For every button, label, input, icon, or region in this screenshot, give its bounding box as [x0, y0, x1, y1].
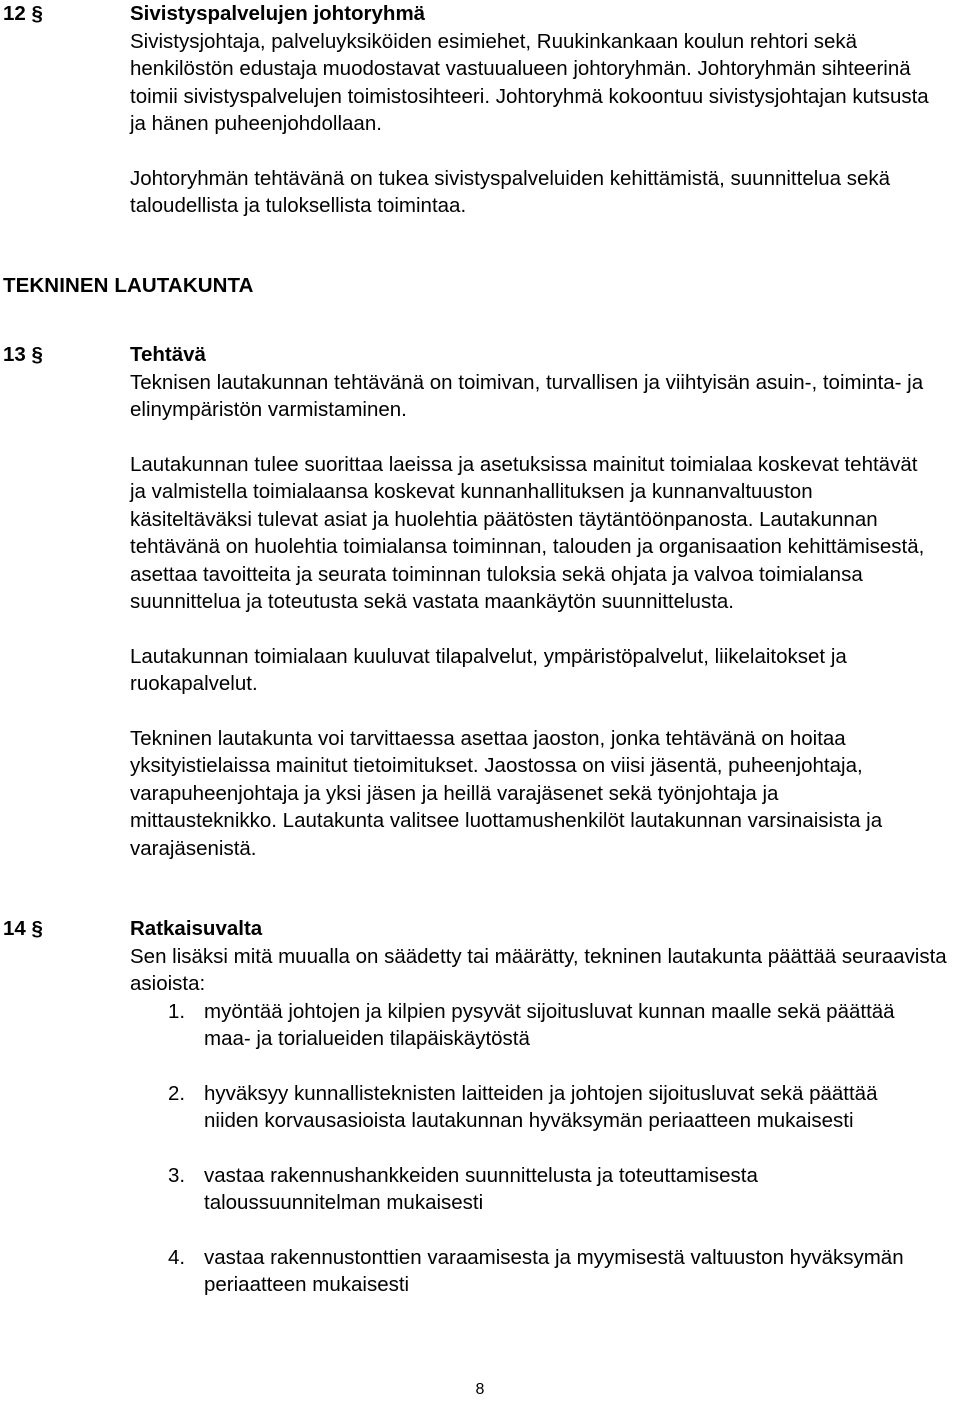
list-item-number: 2.	[168, 1081, 186, 1105]
section-number: 13 §	[3, 343, 43, 366]
list-item-text: myöntää johtojen ja kilpien pysyvät sijoitusluvat kunnan maalle sekä päättää maa- ja torialueiden tilapäiskäytöstä	[204, 999, 895, 1050]
list-item-text: hyväksyy kunnallisteknisten laitteiden ja johtojen sijoitusluvat sekä päättää niiden korvausasioista lautakunnan hyväksymän periaatteen mukaisesti	[204, 1081, 878, 1132]
section-body	[130, 0, 940, 220]
section-title: Ratkaisuvalta	[130, 917, 263, 940]
list-item	[130, 1080, 934, 1135]
list-item-number: 1.	[168, 999, 186, 1023]
list-item	[130, 1244, 934, 1299]
section-body	[130, 341, 945, 862]
paragraph: Lautakunnan toimialaan kuuluvat tilapalvelut, ympäristöpalvelut, liikelaitokset ja ruokapalvelut.	[130, 644, 847, 695]
list-item-number: 4.	[168, 1245, 186, 1269]
paragraph: Lautakunnan tulee suorittaa laeissa ja asetuksissa mainitut toimialaa koskevat tehtävät ja valmistella toimialaansa koskevat kunnanhallituksen ja kunnanvaltuuston käsiteltäväksi tulevat asiat ja huolehtia päätösten täytäntöönpanosta. Lautakunnan tehtävänä on huolehtia toimialansa toiminnan, talouden ja organisaation kehittämisestä, asettaa tavoitteita ja seurata toiminnan tuloksia sekä ohjata ja valvoa toimialansa suunnittelua ja toteutusta sekä vastata maankäytön suunnittelusta.	[130, 452, 925, 613]
list-item	[130, 1162, 934, 1217]
section-number: 12 §	[3, 2, 43, 25]
paragraph: Johtoryhmän tehtävänä on tukea sivistyspalveluiden kehittämistä, suunnittelua sekä taloudellista ja tuloksellista toimintaa.	[130, 166, 891, 217]
paragraph: Sen lisäksi mitä muualla on säädetty tai määrätty, tekninen lautakunta päättää seuraavista asioista:	[130, 944, 947, 995]
section-title: Sivistyspalvelujen johtoryhmä	[130, 2, 426, 25]
paragraph: Sivistysjohtaja, palveluyksiköiden esimiehet, Ruukinkankaan koulun rehtori sekä henkilöstön edustaja muodostavat vastuualueen johtoryhmän. Johtoryhmän sihteerinä toimii sivistyspalvelujen toimistosihteeri. Johtoryhmä kokoontuu sivistysjohtajan kutsusta ja hänen puheenjohdollaan.	[130, 29, 929, 135]
paragraph: Teknisen lautakunnan tehtävänä on toimivan, turvallisen ja viihtyisän asuin-, toiminta- ja elinympäristön varmistaminen.	[130, 370, 924, 421]
section-number: 14 §	[3, 917, 43, 940]
section-body	[130, 915, 960, 1299]
page-number: 8	[475, 1381, 485, 1398]
list-item	[130, 998, 934, 1053]
section-title: Tehtävä	[130, 343, 206, 366]
paragraph: Tekninen lautakunta voi tarvittaessa asettaa jaoston, jonka tehtävänä on hoitaa yksityistielaissa mainitut tietoimitukset. Jaostossa on viisi jäsentä, puheenjohtaja, varapuheenjohtaja ja yksi jäsen ja heillä varajäsenet sekä työnjohtaja ja mittausteknikko. Lautakunta valitsee luottamushenkilöt lautakunnan varsinaisista ja varajäsenistä.	[130, 726, 883, 860]
list-item-number: 3.	[168, 1163, 186, 1187]
chapter-heading: TEKNINEN LAUTAKUNTA	[3, 274, 254, 297]
decision-list	[130, 998, 960, 1299]
list-item-text: vastaa rakennustonttien varaamisesta ja myymisestä valtuuston hyväksymän periaatteen mukaisesti	[204, 1245, 904, 1296]
list-item-text: vastaa rakennushankkeiden suunnittelusta ja toteuttamisesta taloussuunnitelman mukaisesti	[204, 1163, 758, 1214]
